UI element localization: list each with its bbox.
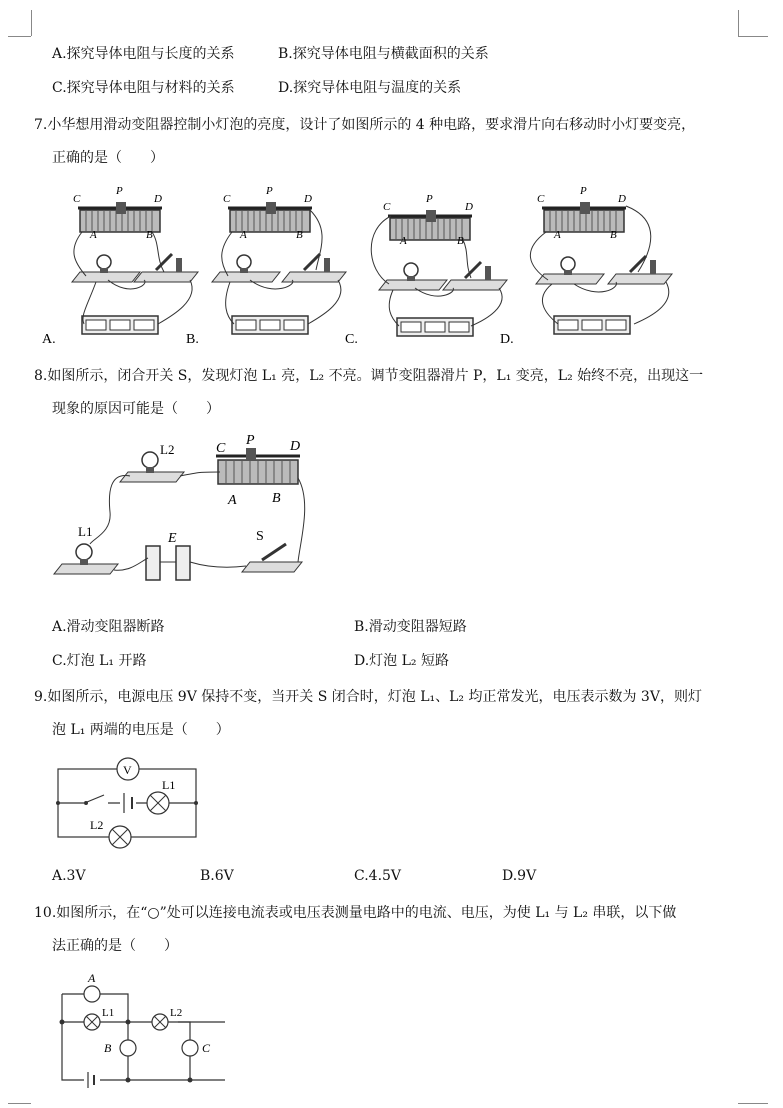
- svg-text:C.: C.: [345, 332, 358, 347]
- svg-text:D: D: [290, 439, 301, 454]
- q10-stem-line2: 法正确的是（ ）: [52, 938, 178, 954]
- svg-text:V: V: [123, 763, 132, 777]
- q8-stem-line1: 8.如图所示，闭合开关 S，发现灯泡 L₁ 亮，L₂ 不亮。调节变阻器滑片 P，L₁ 变亮，L₂ 始终不亮，出现这一: [34, 368, 704, 384]
- q9-option-a: A.3V: [52, 868, 86, 884]
- crop-mark-bottom-right: [738, 1103, 768, 1104]
- svg-text:B.: B.: [186, 332, 199, 347]
- svg-text:L2: L2: [170, 1007, 183, 1019]
- svg-text:C: C: [537, 193, 545, 205]
- svg-text:P: P: [116, 185, 123, 197]
- svg-text:D.: D.: [500, 332, 514, 347]
- svg-text:A: A: [88, 971, 96, 985]
- svg-text:C: C: [73, 193, 81, 205]
- svg-text:L2: L2: [160, 442, 175, 457]
- crop-mark-top-left-h: [8, 36, 31, 37]
- svg-text:B: B: [272, 491, 281, 506]
- q8-option-b: B.滑动变阻器短路: [354, 619, 467, 635]
- q7-circuit-figures: [40, 180, 730, 350]
- q6-option-d: D.探究导体电阻与温度的关系: [278, 80, 462, 96]
- svg-text:C: C: [216, 441, 226, 456]
- svg-text:B: B: [610, 229, 617, 241]
- q7-stem-line2: 正确的是（ ）: [52, 150, 164, 166]
- svg-text:D: D: [154, 193, 162, 205]
- q8-circuit-figure: [50, 432, 320, 587]
- q7-figure-a: [42, 185, 198, 347]
- q9-stem-line2: 泡 L₁ 两端的电压是（ ）: [52, 722, 230, 738]
- svg-text:E: E: [168, 531, 177, 546]
- svg-text:C: C: [383, 201, 391, 213]
- q6-option-c: C.探究导体电阻与材料的关系: [52, 80, 235, 96]
- svg-text:B: B: [146, 229, 153, 241]
- svg-text:B: B: [457, 235, 464, 247]
- q7-figure-b: [186, 185, 346, 347]
- q7-stem-line1: 7.小华想用滑动变阻器控制小灯泡的亮度，设计了如图所示的 4 种电路，要求滑片向右移动时小灯要变亮，: [34, 117, 696, 133]
- crop-mark-bottom-left: [8, 1103, 31, 1104]
- svg-text:P: P: [246, 433, 255, 448]
- svg-text:L1: L1: [162, 778, 176, 792]
- q6-option-a: A.探究导体电阻与长度的关系: [52, 46, 235, 62]
- crop-mark-top-right-h: [738, 36, 768, 37]
- svg-text:P: P: [580, 185, 587, 197]
- svg-text:A: A: [228, 493, 237, 508]
- q9-stem-line1: 9.如图所示，电源电压 9V 保持不变，当开关 S 闭合时，灯泡 L₁、L₂ 均正常发光，电压表示数为 3V，则灯: [34, 689, 702, 705]
- crop-mark-top-right: [738, 10, 739, 36]
- svg-text:A: A: [400, 235, 407, 247]
- svg-text:D: D: [304, 193, 312, 205]
- q8-stem-line2: 现象的原因可能是（ ）: [52, 401, 220, 417]
- svg-text:A.: A.: [42, 332, 56, 347]
- q8-option-a: A.滑动变阻器断路: [52, 619, 165, 635]
- svg-text:P: P: [266, 185, 273, 197]
- svg-text:S: S: [256, 529, 264, 544]
- svg-text:B: B: [296, 229, 303, 241]
- q6-option-b: B.探究导体电阻与横截面积的关系: [278, 46, 489, 62]
- svg-text:L2: L2: [90, 818, 104, 832]
- svg-text:A: A: [90, 229, 97, 241]
- svg-text:A: A: [554, 229, 561, 241]
- q10-stem-line1: 10.如图所示，在“○”处可以连接电流表或电压表测量电路中的电流、电压，为使 L₁ 与 L₂ 串联，以下做: [34, 905, 677, 921]
- svg-text:L1: L1: [102, 1007, 115, 1019]
- svg-text:C: C: [202, 1041, 211, 1055]
- q9-option-b: B.6V: [200, 868, 234, 884]
- crop-mark-top-left: [31, 10, 32, 36]
- q8-option-d: D.灯泡 L₂ 短路: [354, 653, 449, 669]
- q9-option-c: C.4.5V: [354, 868, 402, 884]
- q7-figure-c: [345, 193, 507, 347]
- q9-circuit-figure: [50, 755, 210, 855]
- q10-circuit-figure: [50, 970, 225, 1090]
- q8-option-c: C.灯泡 L₁ 开路: [52, 653, 147, 669]
- q9-option-d: D.9V: [502, 868, 537, 884]
- svg-text:D: D: [618, 193, 626, 205]
- svg-text:L1: L1: [78, 524, 93, 539]
- svg-text:B: B: [104, 1041, 112, 1055]
- svg-text:D: D: [465, 201, 473, 213]
- svg-text:P: P: [426, 193, 433, 205]
- svg-text:A: A: [240, 229, 247, 241]
- q7-figure-d: [500, 185, 672, 347]
- svg-text:C: C: [223, 193, 231, 205]
